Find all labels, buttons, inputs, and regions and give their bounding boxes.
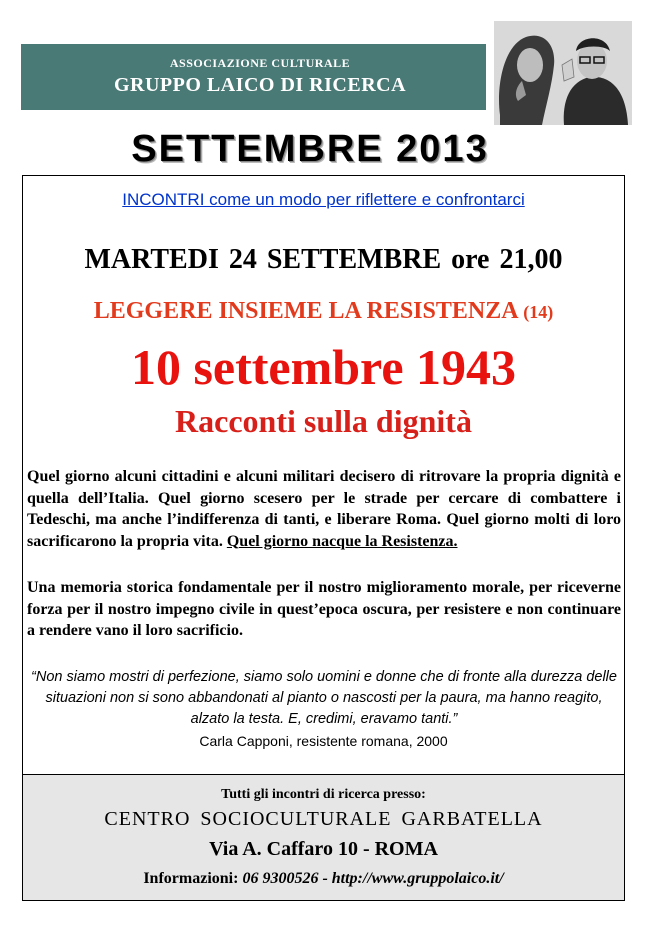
description-paragraph-2: Una memoria storica fondamentale per il nostro miglioramento morale, per riceverne forza per il nostro impegno civile in quest’epoca oscura, per resistere e non continuare a rendere vano il loro sacrificio. [27,579,621,639]
event-date: MARTEDI 24 SETTEMBRE ore 21,00 [84,244,563,275]
description-underlined: Quel giorno nacque la Resistenza. [226,532,458,550]
org-name: GRUPPO LAICO DI RICERCA [113,74,407,96]
intro-link[interactable]: INCONTRI come un modo per riflettere e confrontarci [122,190,525,209]
footer-intro: Tutti gli incontri di ricerca presso: [221,787,426,802]
event-subheadline: Racconti sulla dignità [175,403,472,439]
portrait-photo-icon [486,15,634,127]
footer-address: Via A. Caffaro 10 - ROMA [209,838,438,860]
description-text: Quel giorno alcuni cittadini e alcuni militari decisero di ritrovare la propria dignità e quella dell’Italia. Quel giorno scesero per le strade per cercare di combattere i Tedeschi, ma anche l’indifferenza di tanti, e liberare Roma. Quel giorno molti di loro sacrificarono la propria vita. [27,468,621,550]
quote-text: “Non siamo mostri di perfezione, siamo solo uomini e donne che di fronte alla durezza delle situazioni non si sono abbandonati al pianto o nascosti per la paura, ma hanno reagito, alzato la testa. E, credimi, eravamo tanti.” [31,669,617,727]
event-headline: 10 settembre 1943 [130,339,517,395]
footer-info-label: Informazioni: [143,870,239,887]
series-title [22,298,625,325]
org-subtitle: ASSOCIAZIONE CULTURALE [169,56,351,70]
series-number: (14) [523,302,554,322]
quote-author: Carla Capponi, resistente romana, 2000 [199,733,448,749]
series-name: LEGGERE INSIEME LA RESISTENZA [93,298,518,324]
footer-venue: CENTRO SOCIOCULTURALE GARBATELLA [104,808,543,830]
footer-info-value[interactable]: 06 9300526 - http://www.gruppolaico.it/ [238,870,504,887]
description-paragraph-1 [27,466,621,552]
footer-info [22,870,625,888]
page-title: SETTEMBRE 2013 [131,128,489,170]
